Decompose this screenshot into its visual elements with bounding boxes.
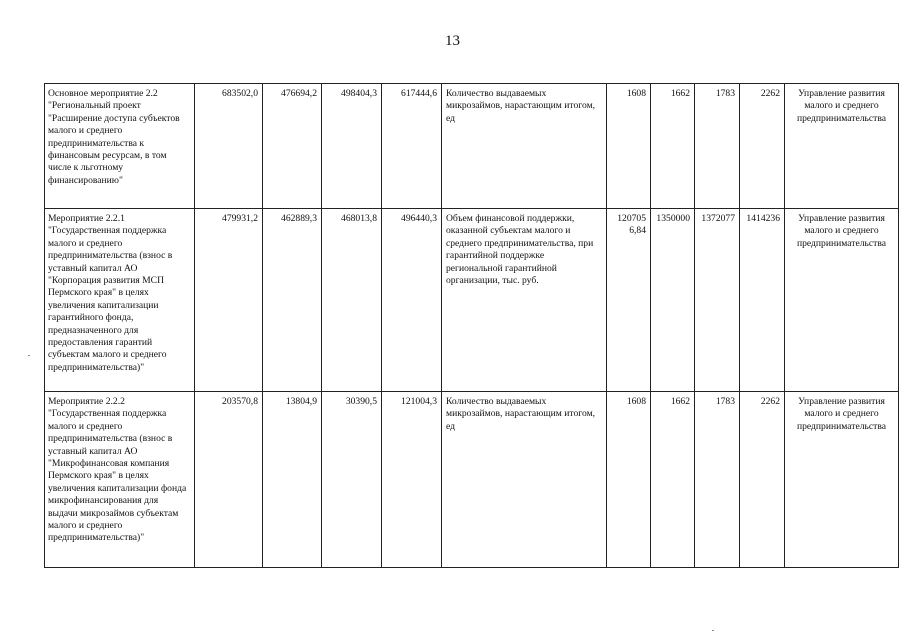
executor-cell: Управление развития малого и среднего предпринимательства bbox=[785, 209, 899, 392]
indicator-cell: Объем финансовой поддержки, оказанной субъектам малого и среднего предпринимательства, при гарантийной поддержке региональной гарантийной организации, тыс. руб. bbox=[442, 209, 607, 392]
table-row bbox=[45, 209, 899, 392]
target-value-cell: 2262 bbox=[740, 392, 785, 568]
table-row bbox=[45, 392, 899, 568]
target-value-cell: 1414236 bbox=[740, 209, 785, 392]
indicator-cell: Количество выдаваемых микрозаймов, нарастающим итогом, ед bbox=[442, 392, 607, 568]
scan-speck bbox=[712, 630, 714, 631]
target-value-cell: 1350000 bbox=[651, 209, 695, 392]
target-value-cell: 1608 bbox=[607, 392, 651, 568]
budget-cell: 468013,8 bbox=[322, 209, 382, 392]
budget-cell: 462889,3 bbox=[263, 209, 322, 392]
indicator-cell: Количество выдаваемых микрозаймов, нарастающим итогом, ед bbox=[442, 84, 607, 209]
target-value-cell: 1662 bbox=[651, 84, 695, 209]
target-value-cell: 2262 bbox=[740, 84, 785, 209]
executor-cell: Управление развития малого и среднего предпринимательства bbox=[785, 84, 899, 209]
budget-cell: 496440,3 bbox=[382, 209, 442, 392]
target-value-cell: 1662 bbox=[651, 392, 695, 568]
budget-cell: 498404,3 bbox=[322, 84, 382, 209]
budget-cell: 479931,2 bbox=[195, 209, 263, 392]
scan-speck bbox=[28, 355, 30, 356]
budget-cell: 476694,2 bbox=[263, 84, 322, 209]
measure-name-cell: Основное мероприятие 2.2 "Региональный проект "Расширение доступа субъектов малого и среднего предпринимательства к финансовым ресурсам, в том числе к льготному финансированию" bbox=[45, 84, 195, 209]
measure-name-cell: Мероприятие 2.2.2 "Государственная поддержка малого и среднего предпринимательства (взнос в уставный капитал АО "Микрофинансовая компания Пермского края" в целях увеличения капитализации фонда микрофинансирования для выдачи микрозаймов субъектам малого и среднего предпринимательства)" bbox=[45, 392, 195, 568]
budget-cell: 13804,9 bbox=[263, 392, 322, 568]
measure-name-cell: Мероприятие 2.2.1 "Государственная поддержка малого и среднего предпринимательства (взнос в уставный капитал АО "Корпорация развития МСП Пермского края" в целях увеличения капитализации гарантийного фонда, предназначенного для предоставления гарантий субъектам малого и среднего предпринимательства)" bbox=[45, 209, 195, 392]
measures-table bbox=[44, 83, 899, 568]
target-value-cell: 1608 bbox=[607, 84, 651, 209]
target-value-cell: 1783 bbox=[695, 392, 740, 568]
budget-cell: 203570,8 bbox=[195, 392, 263, 568]
budget-cell: 683502,0 bbox=[195, 84, 263, 209]
target-value-cell: 1783 bbox=[695, 84, 740, 209]
page-number: 13 bbox=[445, 33, 460, 49]
budget-cell: 30390,5 bbox=[322, 392, 382, 568]
target-value-cell: 1372077 bbox=[695, 209, 740, 392]
target-value-cell: 120705 6,84 bbox=[607, 209, 651, 392]
table-row bbox=[45, 84, 899, 209]
budget-cell: 617444,6 bbox=[382, 84, 442, 209]
budget-cell: 121004,3 bbox=[382, 392, 442, 568]
executor-cell: Управление развития малого и среднего предпринимательства bbox=[785, 392, 899, 568]
